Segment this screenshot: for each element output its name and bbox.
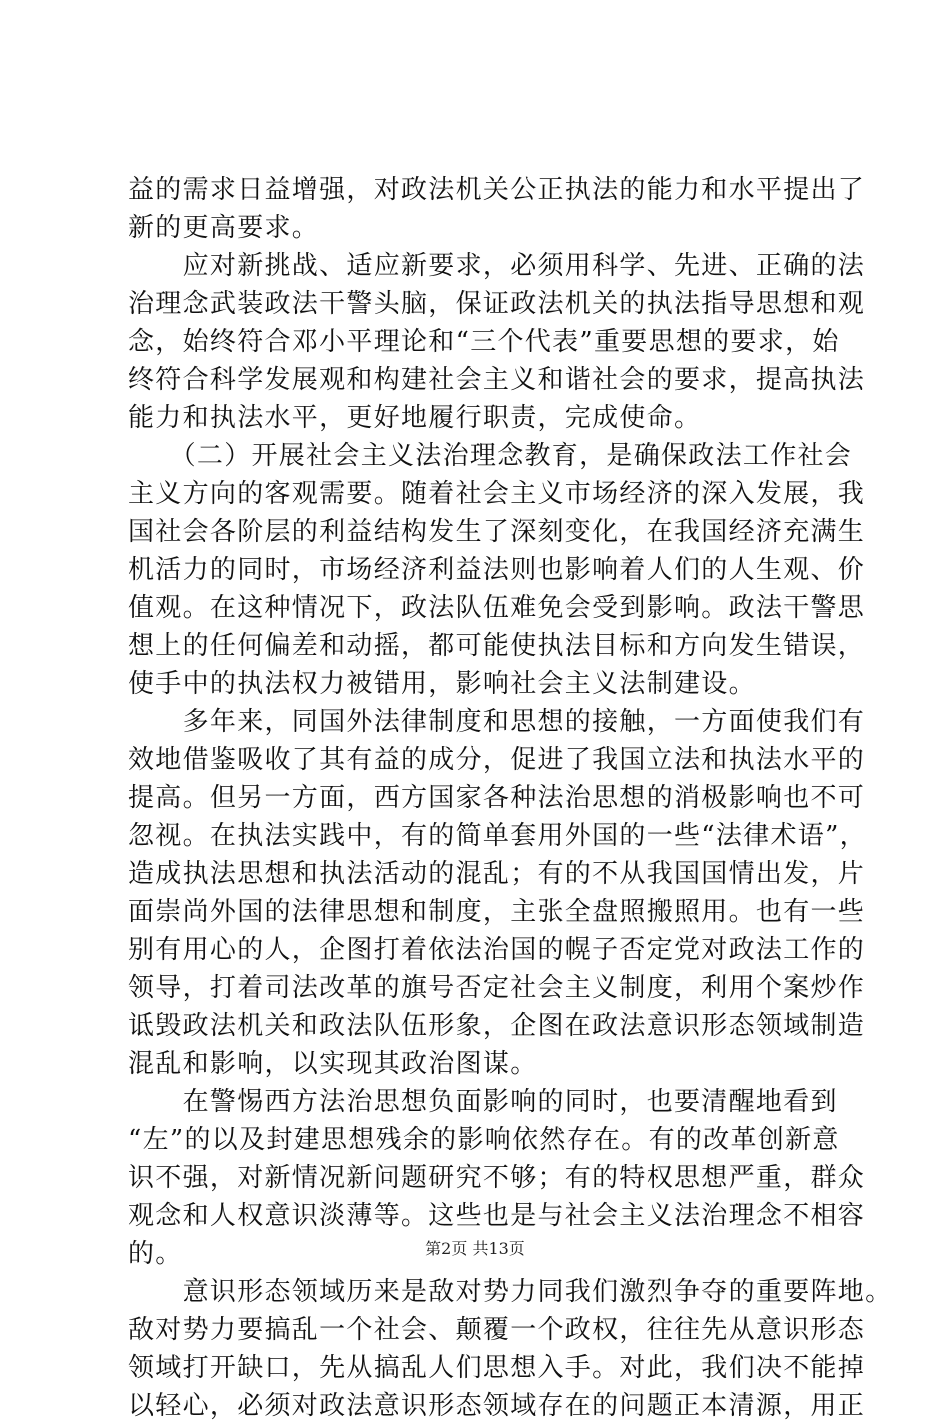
text-line: 观念和人权意识淡薄等。这些也是与社会主义法治理念不相容 [128,1201,866,1231]
text-line: 应对新挑战、适应新要求，必须用科学、先进、正确的法 [128,251,866,281]
text-line: 混乱和影响，以实现其政治图谋。 [128,1049,538,1079]
text-line: 领导，打着司法改革的旗号否定社会主义制度，利用个案炒作 [128,973,866,1003]
text-line: 在警惕西方法治思想负面影响的同时，也要清醒地看到 [128,1087,838,1117]
text-line: 别有用心的人，企图打着依法治国的幌子否定党对政法工作的 [128,935,866,965]
text-line: “左”的以及封建思想残余的影响依然存在。有的改革创新意 [128,1125,840,1155]
text-line: 国社会各阶层的利益结构发生了深刻变化，在我国经济充满生 [128,517,866,547]
body-text [128,171,893,1425]
text-line: 念，始终符合邓小平理论和“三个代表”重要思想的要求，始 [128,327,840,357]
text-line: 益的需求日益增强，对政法机关公正执法的能力和水平提出了 [128,175,866,205]
text-line: 以轻心，必须对政法意识形态领域存在的问题正本清源，用正 [128,1391,866,1421]
text-line: 领域打开缺口，先从搞乱人们思想入手。对此，我们决不能掉 [128,1353,866,1383]
text-line: 面崇尚外国的法律思想和制度，主张全盘照搬照用。也有一些 [128,897,866,927]
text-line: 值观。在这种情况下，政法队伍难免会受到影响。政法干警思 [128,593,866,623]
text-line: 意识形态领域历来是敌对势力同我们激烈争夺的重要阵地。 [128,1277,893,1307]
text-line: 提高。但另一方面，西方国家各种法治思想的消极影响也不可 [128,783,866,813]
text-line: 多年来，同国外法律制度和思想的接触，一方面使我们有 [128,707,866,737]
text-line: 能力和执法水平，更好地履行职责，完成使命。 [128,403,702,433]
text-line: 的。 [128,1239,183,1269]
text-line: 敌对势力要搞乱一个社会、颠覆一个政权，往往先从意识形态 [128,1315,866,1345]
text-line: （二）开展社会主义法治理念教育，是确保政法工作社会 [128,441,853,471]
text-line: 使手中的执法权力被错用，影响社会主义法制建设。 [128,669,756,699]
text-line: 识不强，对新情况新问题研究不够；有的特权思想严重，群众 [128,1163,866,1193]
page-number: 第2页 共13页 [425,1239,525,1258]
text-line: 效地借鉴吸收了其有益的成分，促进了我国立法和执法水平的 [128,745,866,775]
text-line: 诋毁政法机关和政法队伍形象，企图在政法意识形态领域制造 [128,1011,866,1041]
text-line: 终符合科学发展观和构建社会主义和谐社会的要求，提高执法 [128,365,866,395]
text-line: 机活力的同时，市场经济利益法则也影响着人们的人生观、价 [128,555,866,585]
text-line: 造成执法思想和执法活动的混乱；有的不从我国国情出发，片 [128,859,866,889]
page-footer [0,1238,950,1260]
text-line: 治理念武装政法干警头脑，保证政法机关的执法指导思想和观 [128,289,866,319]
text-line: 新的更高要求。 [128,213,320,243]
text-line: 想上的任何偏差和动摇，都可能使执法目标和方向发生错误， [128,631,866,661]
text-line: 忽视。在执法实践中，有的简单套用外国的一些“法律术语”， [128,821,867,851]
text-line: 主义方向的客观需要。随着社会主义市场经济的深入发展，我 [128,479,866,509]
